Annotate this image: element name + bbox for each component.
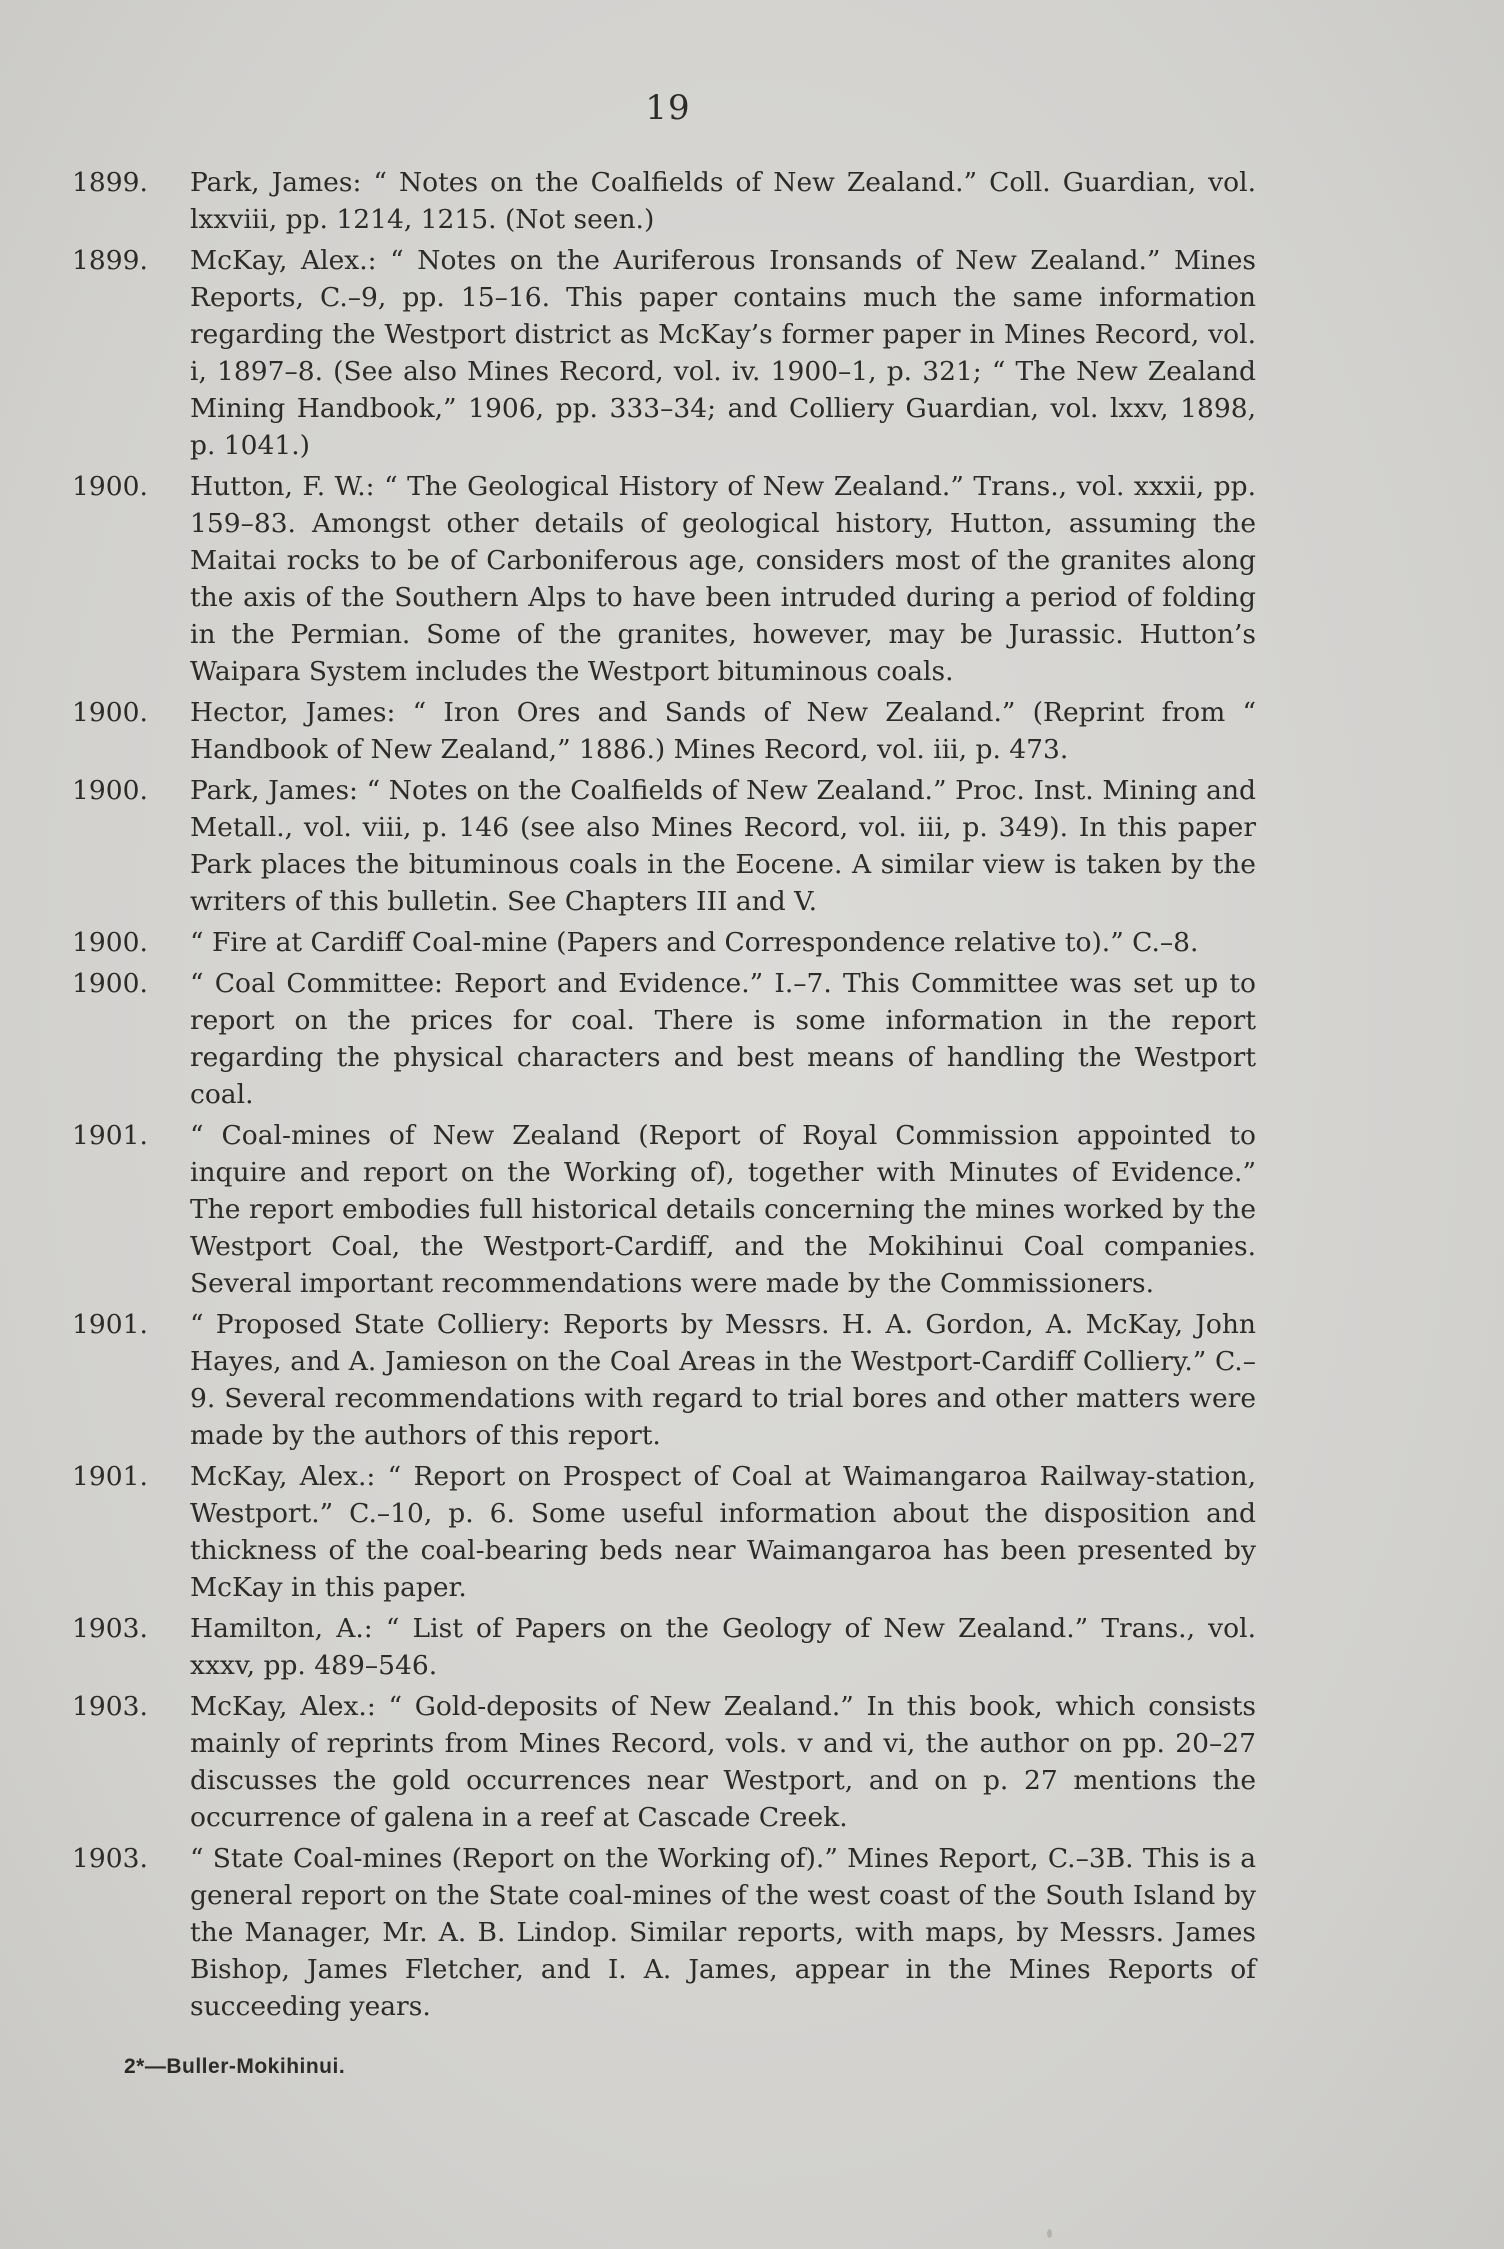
bibliography-entry: [72, 924, 1256, 961]
bibliography-entry: [72, 1117, 1256, 1302]
entry-text: “ Coal-mines of New Zealand (Report of Royal Commission appointed to inquire and report on the Working of), together with Minutes of Evidence.” The report embodies full historical details concerning the mines worked by the Westport Coal, the Westport-Cardiff, and the Mokihinui Coal companies. Several important recommendations were made by the Commissioners.: [190, 1120, 1256, 1299]
entry-year: 1901.: [72, 1120, 148, 1151]
paper-speck: [1047, 2229, 1052, 2238]
bibliography-entry: [72, 164, 1256, 238]
entry-text: “ State Coal-mines (Report on the Working of).” Mines Report, C.–3B. This is a general report on the State coal-mines of the west coast of the South Island by the Manager, Mr. A. B. Lindop. Similar reports, with maps, by Messrs. James Bishop, James Fletcher, and I. A. James, appear in the Mines Reports of succeeding years.: [190, 1843, 1256, 2022]
entry-text: Hector, James: “ Iron Ores and Sands of New Zealand.” (Reprint from “ Handbook of New Zealand,” 1886.) Mines Record, vol. iii, p. 473.: [190, 697, 1256, 765]
entry-year: 1900.: [72, 927, 148, 958]
bibliography-entry: [72, 965, 1256, 1113]
entry-text: “ Coal Committee: Report and Evidence.” I.–7. This Committee was set up to report on the prices for coal. There is some information in the report regarding the physical characters and best means of handling the Westport coal.: [190, 968, 1256, 1110]
entry-year: 1900.: [72, 471, 148, 502]
bibliography-entry: [72, 468, 1256, 690]
bibliography-entry: [72, 1840, 1256, 2025]
bibliography-entry: [72, 242, 1256, 464]
entry-year: 1899.: [72, 245, 148, 276]
entry-text: Park, James: “ Notes on the Coalfields of New Zealand.” Proc. Inst. Mining and Metall., vol. viii, p. 146 (see also Mines Record, vol. iii, p. 349). In this paper Park places the bituminous coals in the Eocene. A similar view is taken by the writers of this bulletin. See Chapters III and V.: [190, 775, 1256, 917]
entry-year: 1903.: [72, 1843, 148, 1874]
entry-text: “ Proposed State Colliery: Reports by Messrs. H. A. Gordon, A. McKay, John Hayes, and A. Jamieson on the Coal Areas in the Westport-Cardiff Colliery.” C.–9. Several recommendations with regard to trial bores and other matters were made by the authors of this report.: [190, 1309, 1256, 1451]
entry-year: 1901.: [72, 1461, 148, 1492]
bibliography-entry: [72, 772, 1256, 920]
entry-year: 1901.: [72, 1309, 148, 1340]
entry-year: 1899.: [72, 167, 148, 198]
entry-text: Park, James: “ Notes on the Coalfields of New Zealand.” Coll. Guardian, vol. lxxviii, pp. 1214, 1215. (Not seen.): [190, 167, 1256, 235]
bibliography-entry: [72, 1458, 1256, 1606]
signature-mark: 2*—Buller-Mokihinui.: [124, 2055, 346, 2078]
bibliography-entry: [72, 1688, 1256, 1836]
entry-year: 1903.: [72, 1613, 148, 1644]
bibliography-entry: [72, 1306, 1256, 1454]
entry-year: 1900.: [72, 968, 148, 999]
bibliography-entry: [72, 1610, 1256, 1684]
entry-text: McKay, Alex.: “ Report on Prospect of Coal at Waimangaroa Railway-station, Westport.” C.–10, p. 6. Some useful information about the disposition and thickness of the coal-bearing beds near Waimangaroa has been presented by McKay in this paper.: [190, 1461, 1256, 1603]
entry-year: 1900.: [72, 697, 148, 728]
bibliography-entry: [72, 694, 1256, 768]
entry-text: McKay, Alex.: “ Gold-deposits of New Zealand.” In this book, which consists mainly of reprints from Mines Record, vols. v and vi, the author on pp. 20–27 discusses the gold occurrences near Westport, and on p. 27 mentions the occurrence of galena in a reef at Cascade Creek.: [190, 1691, 1256, 1833]
entry-text: Hutton, F. W.: “ The Geological History of New Zealand.” Trans., vol. xxxii, pp. 159–83. Amongst other details of geological history, Hutton, assuming the Maitai rocks to be of Carboniferous age, considers most of the granites along the axis of the Southern Alps to have been intruded during a period of folding in the Permian. Some of the granites, however, may be Jurassic. Hutton’s Waipara System includes the Westport bituminous coals.: [190, 471, 1256, 687]
bibliography-list: [72, 164, 1256, 2029]
entry-year: 1900.: [72, 775, 148, 806]
entry-text: McKay, Alex.: “ Notes on the Auriferous Ironsands of New Zealand.” Mines Reports, C.–9, pp. 15–16. This paper contains much the same information regarding the Westport district as McKay’s former paper in Mines Record, vol. i, 1897–8. (See also Mines Record, vol. iv. 1900–1, p. 321; “ The New Zealand Mining Handbook,” 1906, pp. 333–34; and Colliery Guardian, vol. lxxv, 1898, p. 1041.): [190, 245, 1256, 461]
entry-text: “ Fire at Cardiff Coal-mine (Papers and Correspondence relative to).” C.–8.: [190, 927, 1199, 958]
entry-text: Hamilton, A.: “ List of Papers on the Geology of New Zealand.” Trans., vol. xxxv, pp. 489–546.: [190, 1613, 1256, 1681]
entry-year: 1903.: [72, 1691, 148, 1722]
page-number: 19: [645, 88, 691, 128]
